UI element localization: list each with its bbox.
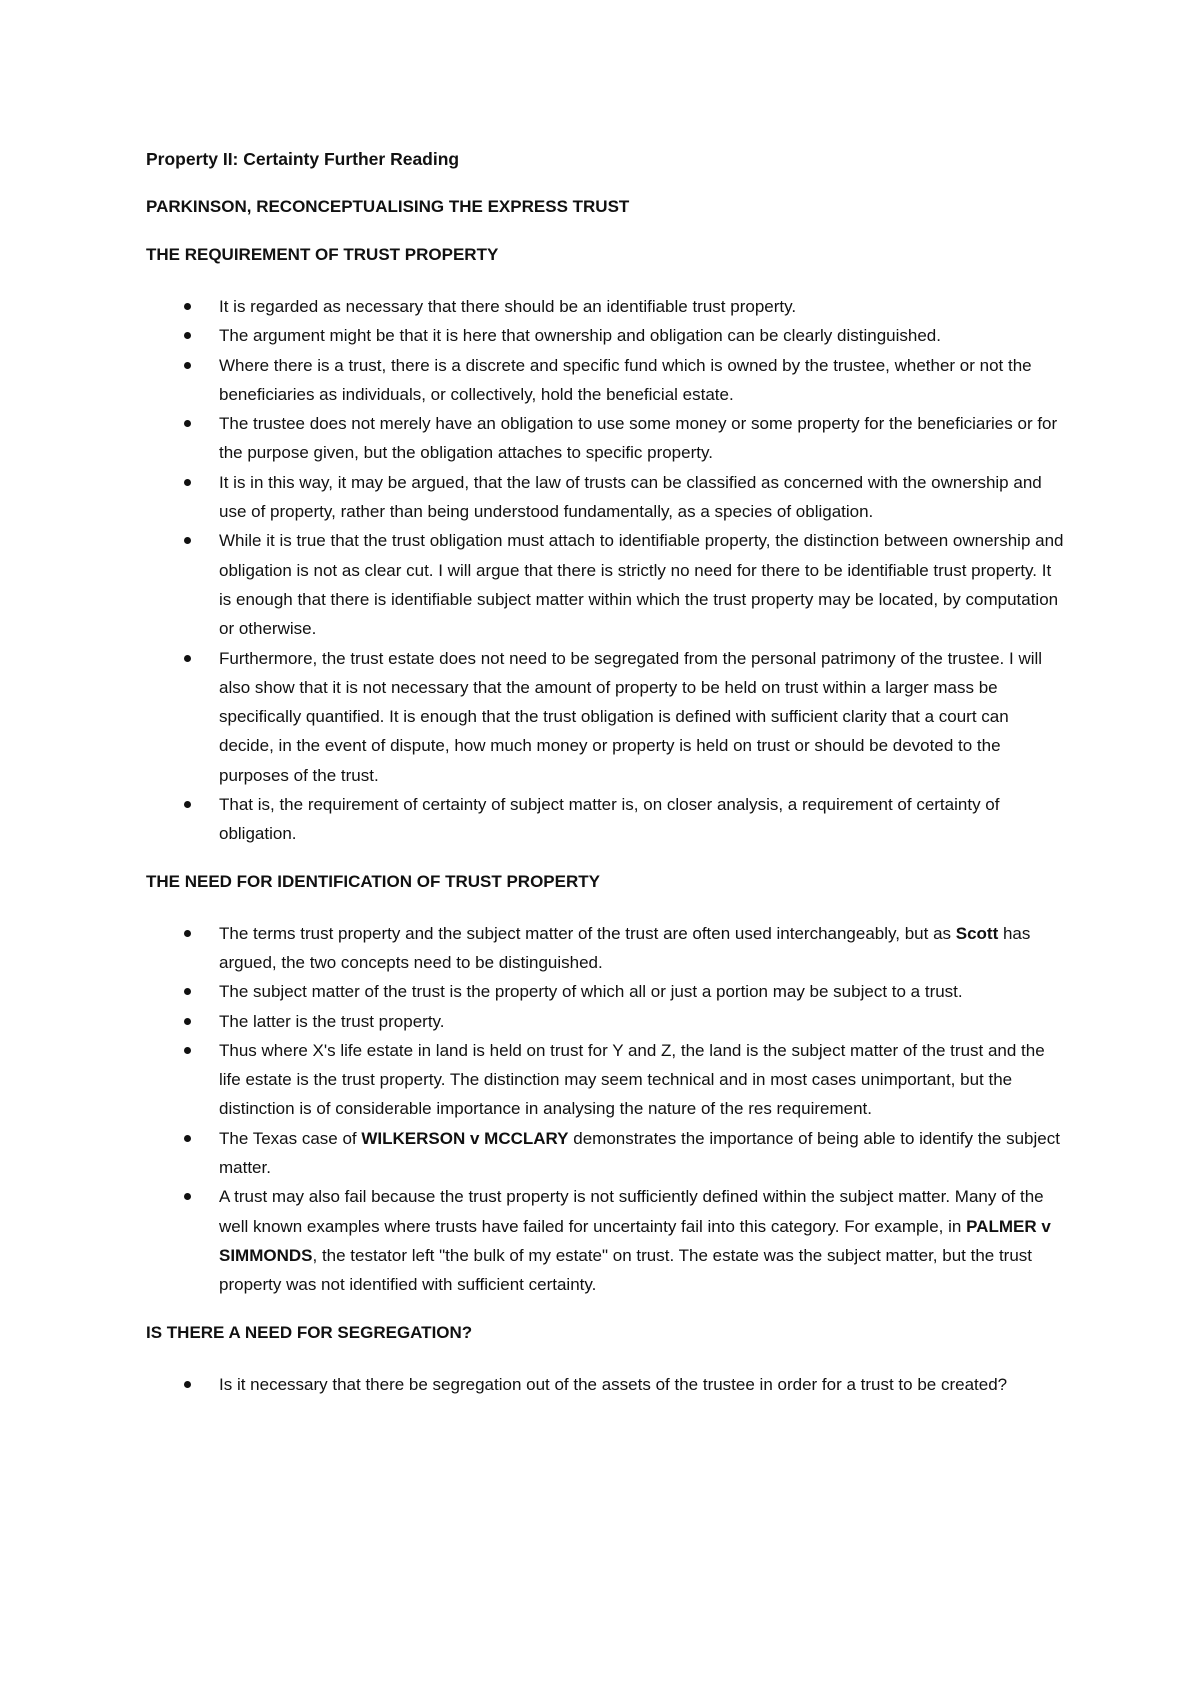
list-item [146, 790, 1066, 849]
list-item [146, 526, 1066, 643]
bullet-icon [184, 303, 191, 310]
list-item-text: That is, the requirement of certainty of subject matter is, on closer analysis, a requirement of certainty of obligation. [219, 795, 1000, 844]
bullet-list-segregation [146, 1370, 1080, 1399]
bullet-icon [184, 1047, 191, 1054]
document-subtitle: PARKINSON, RECONCEPTUALISING THE EXPRESS TRUST [146, 197, 630, 216]
list-item-text: Thus where X's life estate in land is held on trust for Y and Z, the land is the subject matter of the trust and the life estate is the trust property. The distinction may seem technical and in most cases unimportant, but the distinction is of considerable importance in analysing the nature of the res requirement. [219, 1040, 1045, 1119]
list-item-text [219, 924, 1030, 972]
list-item-text: Furthermore, the trust estate does not need to be segregated from the personal patrimony of the trustee. I will also show that it is not necessary that the amount of property to be held on trust within a larger mass be specifically quantified. It is enough that the trust obligation is defined with sufficient clarity that a court can decide, in the event of dispute, how much money or property is held on trust or should be devoted to the purposes of the trust. [219, 648, 1043, 785]
bullet-list-identification [146, 919, 1080, 1300]
text-run: The terms trust property and the subject matter of the trust are often used interchangeably, but as [219, 923, 956, 943]
bullet-icon [184, 988, 191, 995]
list-item [146, 1182, 1066, 1299]
list-item [146, 919, 1066, 978]
list-item [146, 644, 1066, 790]
list-item [146, 468, 1066, 527]
bullet-icon [184, 332, 191, 339]
bullet-list-requirement [146, 292, 1080, 849]
list-item-text: It is in this way, it may be argued, that the law of trusts can be classified as concerned with the ownership and use of property, rather than being understood fundamentally, as a species of obligation. [219, 472, 1042, 522]
list-item-text: The subject matter of the trust is the property of which all or just a portion may be subject to a trust. [219, 982, 963, 1002]
bullet-icon [184, 655, 191, 662]
list-item-text: The trustee does not merely have an obligation to use some money or some property for the beneficiaries or for the purpose given, but the obligation attaches to specific property. [219, 414, 1058, 463]
list-item-text: Is it necessary that there be segregation out of the assets of the trustee in order for a trust to be created? [219, 1374, 1008, 1394]
list-item [146, 292, 1066, 321]
list-item-text: While it is true that the trust obligation must attach to identifiable property, the distinction between ownership and obligation is not as clear cut. I will argue that there is strictly no need for there to be identifiable trust property. It is enough that there is identifiable subject matter within which the trust property may be located, by computation or otherwise. [219, 531, 1064, 639]
list-item [146, 321, 1066, 350]
list-item [146, 1124, 1066, 1183]
list-item-text [219, 1187, 1051, 1294]
list-item [146, 977, 1066, 1006]
bullet-icon [184, 1018, 191, 1025]
bullet-icon [184, 1193, 191, 1200]
bullet-icon [184, 420, 191, 427]
bullet-icon [184, 362, 191, 369]
section-heading-segregation: IS THERE A NEED FOR SEGREGATION? [146, 1322, 473, 1342]
text-run: The Texas case of [219, 1128, 362, 1148]
bullet-icon [184, 1381, 191, 1388]
list-item-text: It is regarded as necessary that there should be an identifiable trust property. [219, 297, 797, 316]
author-name-scott: Scott [955, 923, 999, 943]
list-item [146, 351, 1066, 410]
bullet-icon [184, 801, 191, 808]
text-run: demonstrates the importance of being able to identify the subject matter. [219, 1128, 1060, 1178]
text-run: A trust may also fail because the trust property is not sufficiently defined within the subject matter. Many of the well known examples where trusts have failed for uncertainty fail into this category. For example, in [219, 1187, 1044, 1236]
case-name-palmer: PALMER v SIMMONDS [219, 1216, 1051, 1265]
document-title: Property II: Certainty Further Reading [146, 149, 460, 169]
list-item [146, 409, 1066, 468]
case-name-wilkerson: WILKERSON v MCCLARY [361, 1128, 569, 1148]
list-item-text: The latter is the trust property. [219, 1011, 445, 1031]
list-item-text: Where there is a trust, there is a discrete and specific fund which is owned by the trustee, whether or not the beneficiaries as individuals, or collectively, hold the beneficial estate. [219, 355, 1032, 404]
list-item [146, 1007, 1066, 1036]
list-item [146, 1370, 1066, 1399]
section-heading-requirement: THE REQUIREMENT OF TRUST PROPERTY [146, 245, 499, 264]
list-item [146, 1036, 1066, 1124]
list-item-text [219, 1129, 1060, 1177]
bullet-icon [184, 537, 191, 544]
text-run: , the testator left "the bulk of my estate" on trust. The estate was the subject matter, but the trust property was not identified with sufficient certainty. [219, 1245, 1033, 1295]
list-item-text: The argument might be that it is here that ownership and obligation can be clearly distinguished. [219, 326, 941, 346]
bullet-icon [184, 479, 191, 486]
section-heading-identification: THE NEED FOR IDENTIFICATION OF TRUST PROPERTY [146, 871, 600, 891]
bullet-icon [184, 930, 191, 937]
text-run: has argued, the two concepts need to be distinguished. [219, 923, 1031, 972]
bullet-icon [184, 1135, 191, 1142]
